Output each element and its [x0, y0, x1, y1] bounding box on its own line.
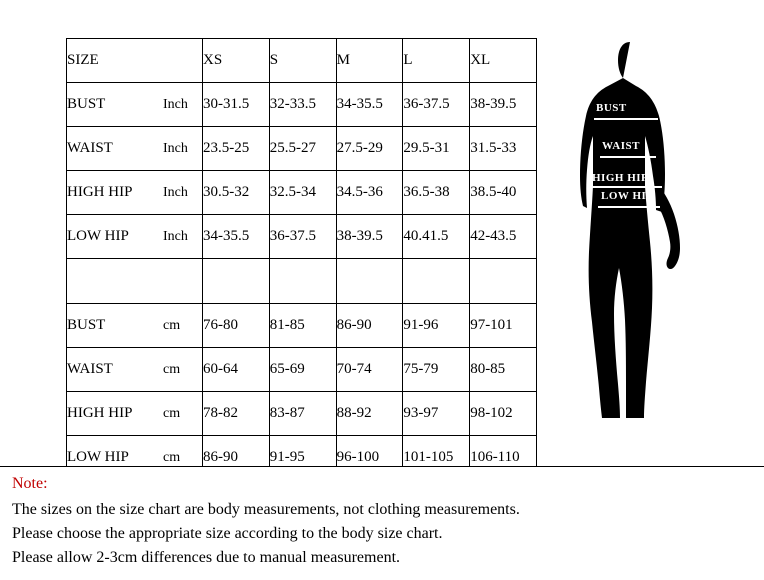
note-line: Please choose the appropriate size according to the body size chart. — [12, 525, 443, 542]
spacer-cell — [336, 259, 403, 304]
note-line: Please allow 2-3cm differences due to manual measurement. — [12, 549, 401, 566]
cell-high-hip-inch-xs: 30.5-32 — [203, 171, 270, 215]
table-row — [67, 348, 537, 392]
row-label-waist-cm — [67, 348, 203, 392]
cell-high-hip-cm-xl: 98-102 — [470, 392, 537, 436]
row-label-high-hip-cm — [67, 392, 203, 436]
cell-high-hip-inch-xl: 38.5-40 — [470, 171, 537, 215]
cell-bust-inch-s: 32-33.5 — [269, 83, 336, 127]
spacer-cell — [403, 259, 470, 304]
bust-measure-line — [594, 118, 658, 120]
cell-waist-inch-m: 27.5-29 — [336, 127, 403, 171]
cell-waist-cm-xs: 60-64 — [203, 348, 270, 392]
spacer-cell — [269, 259, 336, 304]
table-header-row — [67, 39, 537, 83]
table-row — [67, 171, 537, 215]
cell-low-hip-cm-l: 101-105 — [403, 436, 470, 480]
note-section — [0, 466, 764, 580]
figure-label-low-hip: LOW HIP — [601, 190, 654, 202]
cell-bust-inch-xs: 30-31.5 — [203, 83, 270, 127]
cell-high-hip-cm-l: 93-97 — [403, 392, 470, 436]
row-name: WAIST — [67, 140, 113, 156]
spacer-cell — [67, 259, 203, 304]
cell-waist-inch-xl: 31.5-33 — [470, 127, 537, 171]
row-label-waist-inch — [67, 127, 203, 171]
header-size-m: M — [336, 39, 403, 83]
cell-high-hip-inch-s: 32.5-34 — [269, 171, 336, 215]
cell-low-hip-inch-xl: 42-43.5 — [470, 215, 537, 259]
spacer-cell — [203, 259, 270, 304]
header-size-xl: XL — [470, 39, 537, 83]
figure-label-bust: BUST — [596, 102, 627, 114]
figure-label-high-hip: HIGH HIP — [592, 172, 649, 184]
figure-label-waist: WAIST — [602, 140, 640, 152]
cell-waist-cm-l: 75-79 — [403, 348, 470, 392]
cell-bust-cm-xl: 97-101 — [470, 304, 537, 348]
body-figure-diagram — [556, 36, 736, 436]
cell-low-hip-inch-l: 40.41.5 — [403, 215, 470, 259]
cell-bust-cm-s: 81-85 — [269, 304, 336, 348]
cell-high-hip-inch-l: 36.5-38 — [403, 171, 470, 215]
table-row — [67, 215, 537, 259]
cell-bust-cm-m: 86-90 — [336, 304, 403, 348]
header-size-label: SIZE — [67, 39, 203, 83]
cell-waist-cm-m: 70-74 — [336, 348, 403, 392]
cell-waist-inch-l: 29.5-31 — [403, 127, 470, 171]
cell-low-hip-cm-s: 91-95 — [269, 436, 336, 480]
row-unit: cm — [163, 449, 181, 465]
row-name: WAIST — [67, 361, 113, 377]
header-size-l: L — [403, 39, 470, 83]
cell-high-hip-cm-s: 83-87 — [269, 392, 336, 436]
note-title: Note: — [12, 475, 48, 492]
row-name: HIGH HIP — [67, 184, 133, 200]
cell-low-hip-inch-xs: 34-35.5 — [203, 215, 270, 259]
row-unit: cm — [163, 361, 181, 377]
cell-low-hip-inch-m: 38-39.5 — [336, 215, 403, 259]
cell-high-hip-cm-xs: 78-82 — [203, 392, 270, 436]
table-row — [67, 83, 537, 127]
cell-bust-cm-xs: 76-80 — [203, 304, 270, 348]
cell-bust-cm-l: 91-96 — [403, 304, 470, 348]
row-unit: Inch — [163, 228, 188, 244]
cell-low-hip-inch-s: 36-37.5 — [269, 215, 336, 259]
cell-waist-inch-s: 25.5-27 — [269, 127, 336, 171]
header-size-s: S — [269, 39, 336, 83]
table-row — [67, 304, 537, 348]
table-spacer-row — [67, 259, 537, 304]
high-hip-measure-line — [590, 186, 662, 188]
table-row — [67, 392, 537, 436]
row-label-high-hip-inch — [67, 171, 203, 215]
note-body — [12, 498, 752, 570]
row-name: LOW HIP — [67, 228, 129, 244]
cell-high-hip-inch-m: 34.5-36 — [336, 171, 403, 215]
table-row — [67, 127, 537, 171]
cell-bust-inch-xl: 38-39.5 — [470, 83, 537, 127]
cell-low-hip-cm-m: 96-100 — [336, 436, 403, 480]
row-unit: Inch — [163, 96, 188, 112]
spacer-cell — [470, 259, 537, 304]
cell-waist-cm-s: 65-69 — [269, 348, 336, 392]
row-unit: Inch — [163, 184, 188, 200]
low-hip-measure-line — [598, 206, 660, 208]
row-unit: cm — [163, 405, 181, 421]
row-unit: Inch — [163, 140, 188, 156]
row-name: LOW HIP — [67, 449, 129, 465]
row-label-low-hip-inch — [67, 215, 203, 259]
row-unit: cm — [163, 317, 181, 333]
cell-bust-inch-l: 36-37.5 — [403, 83, 470, 127]
cell-high-hip-cm-m: 88-92 — [336, 392, 403, 436]
size-chart-table — [66, 38, 537, 480]
row-name: HIGH HIP — [67, 405, 133, 421]
cell-bust-inch-m: 34-35.5 — [336, 83, 403, 127]
cell-waist-inch-xs: 23.5-25 — [203, 127, 270, 171]
body-silhouette-icon — [556, 36, 736, 436]
row-name: BUST — [67, 96, 106, 112]
row-label-bust-cm — [67, 304, 203, 348]
waist-measure-line — [600, 156, 656, 158]
header-size-xs: XS — [203, 39, 270, 83]
row-label-bust-inch — [67, 83, 203, 127]
row-name: BUST — [67, 317, 106, 333]
cell-waist-cm-xl: 80-85 — [470, 348, 537, 392]
cell-low-hip-cm-xs: 86-90 — [203, 436, 270, 480]
cell-low-hip-cm-xl: 106-110 — [470, 436, 537, 480]
note-line: The sizes on the size chart are body measurements, not clothing measurements. — [12, 501, 520, 518]
